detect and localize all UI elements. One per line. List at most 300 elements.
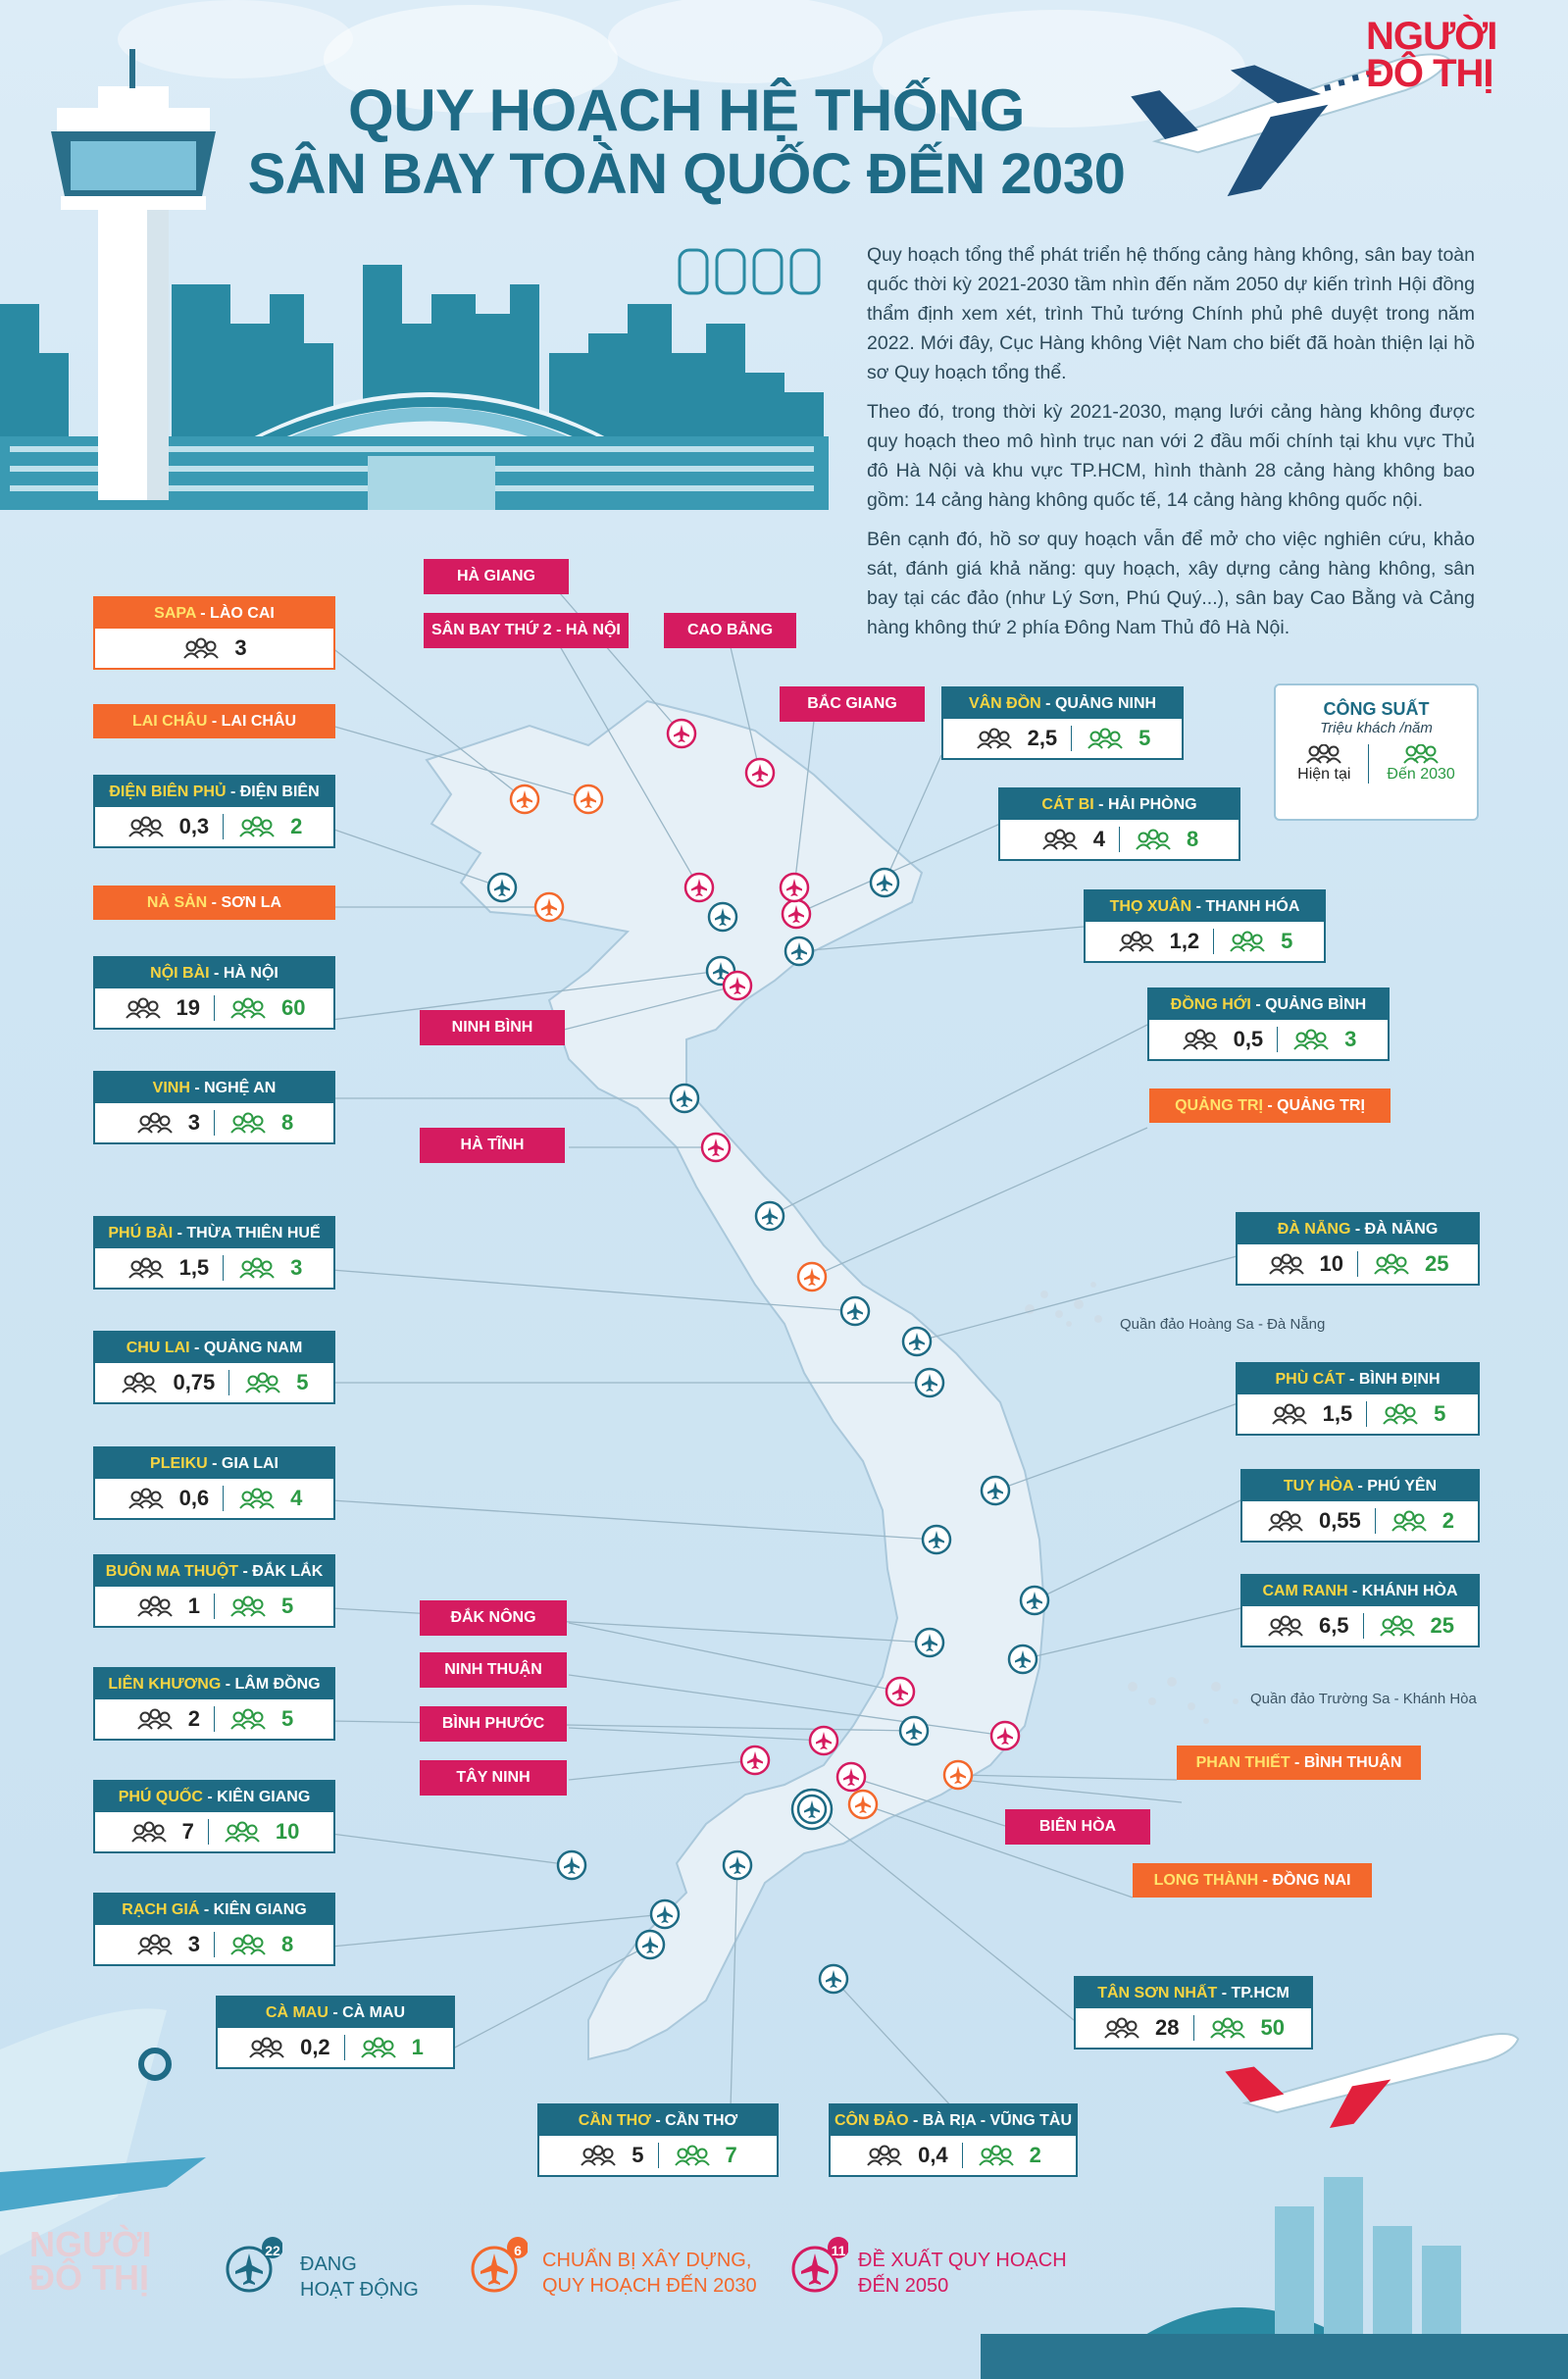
airport-box [93, 1554, 335, 1628]
airport-name: CẦN THƠ [578, 2112, 651, 2129]
airport-province: QUẢNG TRỊ [1277, 1097, 1365, 1114]
airport-header [95, 1782, 333, 1812]
people-icon [1372, 1253, 1411, 1275]
airport-box [1147, 987, 1390, 1061]
airport-marker-icon [781, 874, 808, 901]
airport-marker-icon [871, 869, 898, 896]
airport-box [216, 1996, 455, 2069]
airport-marker-icon [798, 1263, 826, 1291]
people-icon [1390, 1510, 1429, 1532]
airport-marker-icon [709, 903, 736, 931]
legend-planned-label1: CHUẨN BỊ XÂY DỰNG, [542, 2250, 752, 2271]
airport-capacity [95, 1363, 333, 1402]
people-icon [579, 2145, 618, 2166]
airport-box [93, 1331, 335, 1404]
airport-name: CHU LAI [126, 1340, 190, 1356]
airport-box [93, 1446, 335, 1520]
people-icon [181, 637, 221, 659]
airport-province-sep: - [195, 605, 211, 622]
airport-box [1177, 1746, 1421, 1780]
airport-header [1076, 1978, 1311, 2008]
proposed-airport-label: HÀ GIANG [424, 559, 569, 594]
people-icon [1117, 931, 1156, 952]
airport-capacity [1238, 1244, 1478, 1284]
capacity-current: 1,5 [178, 1255, 210, 1280]
capacity-current: 3 [187, 1110, 200, 1135]
footer-logo-line2: ĐÔ THỊ [29, 2257, 149, 2298]
airport-box [93, 596, 335, 670]
airport-box [93, 1071, 335, 1144]
capacity-current: 3 [234, 635, 247, 660]
proposed-airport-label: BẮC GIANG [780, 686, 925, 722]
proposed-airport-label: BIÊN HÒA [1005, 1809, 1150, 1845]
capacity-divider [1119, 827, 1120, 852]
airport-box [998, 787, 1240, 861]
airport-name: LIÊN KHƯƠNG [108, 1676, 222, 1693]
airport-province: ĐÀ NẴNG [1364, 1221, 1439, 1238]
capacity-future: 4 [290, 1486, 303, 1510]
capacity-divider [1357, 1251, 1358, 1277]
capacity-divider [962, 2143, 963, 2168]
airport-province: KIÊN GIANG [217, 1789, 311, 1805]
people-icon [237, 1257, 277, 1279]
capacity-current: 2 [187, 1706, 200, 1731]
airport-marker-icon [841, 1297, 869, 1325]
airport-header [539, 2105, 777, 2136]
island-label-truong-sa: Quần đảo Trường Sa - Khánh Hòa [1250, 1691, 1477, 1707]
title-line2: SÂN BAY TOÀN QUỐC ĐẾN 2030 [247, 142, 1126, 206]
people-icon [126, 1257, 166, 1279]
airport-header [95, 1218, 333, 1248]
capacity-divider [1363, 1613, 1364, 1639]
airport-marker-icon [575, 785, 602, 813]
airport-province-sep: - [1350, 1221, 1365, 1238]
airport-box [1240, 1574, 1480, 1647]
people-icon [1270, 1403, 1309, 1425]
airport-capacity [95, 1925, 333, 1964]
airport-province-sep: - [650, 2112, 666, 2129]
legend-proposed-label1: ĐỀ XUẤT QUY HOẠCH [858, 2250, 1067, 2271]
airport-province: LÀO CAI [210, 605, 275, 622]
people-icon [1291, 1029, 1331, 1050]
airport-capacity [831, 2136, 1076, 2175]
airport-marker-icon [798, 1796, 826, 1823]
capacity-divider [208, 1819, 209, 1845]
airport-province-sep: - [207, 894, 222, 911]
airport-province-sep: - [189, 1080, 205, 1096]
airport-marker-icon [558, 1851, 585, 1879]
airport-province-sep: - [226, 784, 240, 800]
airport-marker-icon [668, 720, 695, 747]
people-icon [1086, 728, 1125, 749]
airport-name: TÂN SƠN NHẤT [1097, 1985, 1218, 2001]
capacity-future-label: Đến 2030 [1387, 766, 1455, 783]
people-icon [120, 1372, 159, 1393]
airport-province: THỪA THIÊN HUẾ [186, 1225, 321, 1241]
airport-header [1238, 1214, 1478, 1244]
capacity-future: 10 [275, 1819, 300, 1844]
airport-marker-icon [1021, 1587, 1048, 1614]
people-icon [124, 997, 163, 1019]
capacity-future: 8 [281, 1110, 294, 1135]
airport-marker-icon [900, 1717, 928, 1745]
capacity-divider [223, 1486, 224, 1511]
capacity-future: 3 [290, 1255, 303, 1280]
airport-marker-icon [636, 1931, 664, 1958]
airport-name: PLEIKU [150, 1455, 208, 1472]
people-icon [126, 1488, 166, 1509]
airport-capacity [218, 2028, 453, 2067]
airport-province-sep: - [238, 1563, 253, 1580]
people-icon [1208, 2017, 1247, 2039]
capacity-divider [214, 1110, 215, 1136]
airport-marker-icon [1009, 1645, 1037, 1673]
capacity-future: 8 [281, 1932, 294, 1956]
airport-province: PHÚ YÊN [1367, 1478, 1438, 1494]
airport-header [95, 1556, 333, 1587]
capacity-future: 5 [281, 1706, 294, 1731]
capacity-current: 10 [1319, 1251, 1343, 1276]
airport-capacity [95, 1479, 333, 1518]
airport-province-sep: - [1093, 796, 1108, 813]
people-icon [243, 1372, 282, 1393]
legend-operating-label1: ĐANG [300, 2253, 357, 2275]
airport-name: PHÙ CÁT [1275, 1371, 1345, 1388]
airport-name: PHÚ QUỐC [118, 1789, 203, 1805]
airport-province-sep: - [1290, 1754, 1304, 1771]
airport-marker-icon [837, 1763, 865, 1791]
airport-capacity [95, 1248, 333, 1288]
people-icon [228, 1595, 268, 1617]
people-icon [1378, 1615, 1417, 1637]
proposed-airport-label: HÀ TĨNH [420, 1128, 565, 1163]
airport-province-sep: - [1250, 996, 1266, 1013]
airport-province-sep: - [207, 1455, 222, 1472]
people-icon [977, 2145, 1016, 2166]
intro-paragraph: Quy hoạch tổng thể phát triển hệ thống cảng hàng không, sân bay toàn quốc thời kỳ 2021-2030 tầm nhìn đến năm 2050 dự kiến trình Hội đồng thẩm định xem xét, trình Thủ tướng Chính phủ phê duyệt trong năm 2022. Mới đây, Cục Hàng không Việt Nam cho biết đã hoàn thiện lại hồ sơ Quy hoạch tổng thể. [867, 244, 1475, 383]
airport-province-sep: - [189, 1340, 204, 1356]
capacity-divider [214, 1932, 215, 1957]
airport-province: GIA LAI [221, 1455, 278, 1472]
airport-name: VÂN ĐỒN [968, 695, 1041, 712]
people-icon [1181, 1029, 1220, 1050]
airport-name: TUY HÒA [1283, 1478, 1354, 1494]
airport-capacity [1086, 922, 1324, 961]
capacity-future: 5 [281, 1594, 294, 1618]
airport-name: CÁT BI [1041, 796, 1094, 813]
airport-header [943, 688, 1182, 719]
capacity-current: 5 [632, 2143, 644, 2167]
capacity-future: 5 [1281, 929, 1293, 953]
airport-capacity [95, 988, 333, 1028]
capacity-divider [1071, 726, 1072, 751]
airport-header [95, 777, 333, 807]
capacity-future: 3 [1344, 1027, 1357, 1051]
airport-province: BÌNH THUẬN [1303, 1754, 1402, 1771]
people-icon [237, 1488, 277, 1509]
airport-capacity [539, 2136, 777, 2175]
legend-planned-label2: QUY HOẠCH ĐẾN 2030 [542, 2275, 757, 2297]
capacity-current: 0,75 [173, 1370, 216, 1394]
airport-province: QUẢNG NAM [203, 1340, 303, 1356]
airport-name: LONG THÀNH [1153, 1872, 1259, 1889]
airport-province: LAI CHÂU [221, 713, 297, 730]
airport-name: BUÔN MA THUỘT [105, 1563, 239, 1580]
airport-marker-icon [886, 1678, 914, 1705]
capacity-divider [1213, 929, 1214, 954]
capacity-current: 0,6 [178, 1486, 210, 1510]
airport-header [1000, 789, 1239, 820]
legend-planned-count: 6 [514, 2243, 522, 2258]
capacity-current: 6,5 [1318, 1613, 1349, 1638]
airport-province-sep: - [1191, 898, 1206, 915]
airport-province: NGHỆ AN [204, 1080, 277, 1096]
capacity-current: 0,3 [178, 814, 210, 838]
capacity-current: 1,5 [1322, 1401, 1353, 1426]
capacity-legend [1274, 683, 1479, 821]
airport-box [537, 2103, 779, 2177]
airport-box [1149, 1088, 1391, 1123]
airport-capacity [95, 1587, 333, 1626]
airport-marker-icon [651, 1900, 679, 1928]
airport-capacity [95, 1103, 333, 1142]
intro-paragraph: Bên cạnh đó, hồ sơ quy hoạch vẫn để mở cho việc nghiên cứu, khảo sát, đánh giá khả năng: quy hoạch, xây dựng cảng hàng không, sân bay tại các đảo (như Lý Sơn, Phú Quý...), sân bay Cao Bằng và Cảng hàng không thứ 2 phía Đông Nam Thủ đô Hà Nội. [867, 529, 1475, 638]
airport-capacity [95, 1812, 333, 1851]
airport-province: BÀ RỊA - VŨNG TÀU [922, 2112, 1073, 2129]
brand-logo [1366, 15, 1523, 95]
proposed-airport-label: ĐẮK NÔNG [420, 1600, 567, 1636]
capacity-current: 7 [181, 1819, 194, 1844]
proposed-airport-label: SÂN BAY THỨ 2 - HÀ NỘI [424, 613, 629, 648]
people-icon [1102, 2017, 1141, 2039]
airport-province: SƠN LA [221, 894, 282, 911]
airport-capacity [95, 807, 333, 846]
airport-marker-icon [916, 1629, 943, 1656]
airport-capacity [1238, 1394, 1478, 1434]
airport-name: LAI CHÂU [131, 713, 208, 730]
intro-text [867, 240, 1475, 652]
airport-province: THANH HÓA [1205, 898, 1300, 915]
airport-province-sep: - [1347, 1583, 1362, 1599]
people-icon [135, 1595, 175, 1617]
capacity-current: 4 [1092, 827, 1105, 851]
airport-capacity [1000, 820, 1239, 859]
airport-marker-icon [923, 1526, 950, 1553]
people-icon [237, 816, 277, 837]
airport-box [1236, 1362, 1480, 1436]
capacity-current: 19 [176, 995, 200, 1020]
capacity-divider [1375, 1508, 1376, 1534]
airport-province: CẦN THƠ [665, 2112, 738, 2129]
airport-name: NỘI BÀI [150, 965, 210, 982]
airport-name: CÀ MAU [265, 2004, 329, 2021]
people-icon [135, 1112, 175, 1134]
people-icon [126, 816, 166, 837]
airport-name: NÀ SẢN [146, 894, 208, 911]
airport-header [95, 1333, 333, 1363]
airport-province-sep: - [1040, 695, 1055, 712]
airport-province: ĐẮK LẮK [252, 1563, 324, 1580]
airport-name: PHAN THIẾT [1195, 1754, 1290, 1771]
airport-province-sep: - [1353, 1478, 1368, 1494]
capacity-current: 0,2 [300, 2035, 330, 2059]
airport-province: TP.HCM [1231, 1985, 1290, 2001]
capacity-future: 60 [281, 995, 306, 1020]
airport-name: ĐỒNG HỚI [1170, 996, 1251, 1013]
page-title [235, 78, 1138, 206]
airport-header [1086, 891, 1324, 922]
airport-header [95, 706, 333, 736]
airport-box [93, 886, 335, 920]
people-icon [1401, 744, 1441, 766]
airport-marker-icon [724, 1851, 751, 1879]
capacity-divider [1193, 2015, 1194, 2041]
capacity-divider [223, 814, 224, 839]
airport-box [93, 1667, 335, 1741]
airport-marker-icon [741, 1746, 769, 1774]
airport-box [93, 1893, 335, 1966]
airport-marker-icon [746, 759, 774, 786]
capacity-future: 5 [296, 1370, 309, 1394]
airport-name: VINH [152, 1080, 190, 1096]
airport-province: KHÁNH HÒA [1361, 1583, 1458, 1599]
airport-capacity [943, 719, 1182, 758]
airport-marker-icon [671, 1085, 698, 1112]
capacity-divider [214, 1594, 215, 1619]
capacity-current: 0,4 [918, 2143, 948, 2167]
airport-header [1135, 1865, 1370, 1896]
airport-name: CAM RANH [1262, 1583, 1348, 1599]
airport-name: CÔN ĐẢO [834, 2112, 909, 2129]
airport-capacity [95, 629, 333, 668]
airport-capacity [1149, 1020, 1388, 1059]
airport-marker-icon [903, 1328, 931, 1355]
airport-name: ĐIỆN BIÊN PHỦ [109, 784, 227, 800]
proposed-airport-label: BÌNH PHƯỚC [420, 1706, 567, 1742]
people-icon [228, 1708, 268, 1730]
airport-header [1149, 989, 1388, 1020]
legend-proposed-count: 11 [831, 2243, 846, 2258]
proposed-airport-label: NINH THUẬN [420, 1652, 567, 1688]
airport-marker-icon [535, 893, 563, 921]
capacity-divider [214, 995, 215, 1021]
airport-header [95, 598, 333, 629]
capacity-future: 2 [290, 814, 303, 838]
people-icon [359, 2037, 398, 2058]
island-label-hoang-sa: Quần đảo Hoàng Sa - Đà Nẵng [1120, 1316, 1326, 1333]
capacity-future: 25 [1430, 1613, 1455, 1638]
airport-header [95, 887, 333, 918]
title-line1: QUY HOẠCH HỆ THỐNG [348, 77, 1025, 143]
airport-capacity [1076, 2008, 1311, 2048]
airport-capacity [1242, 1501, 1478, 1541]
capacity-divider [658, 2143, 659, 2168]
airport-header [1242, 1576, 1478, 1606]
airport-province: KIÊN GIANG [213, 1901, 307, 1918]
airport-name: ĐÀ NẴNG [1277, 1221, 1351, 1238]
airport-province: BÌNH ĐỊNH [1358, 1371, 1441, 1388]
capacity-current: 28 [1155, 2015, 1180, 2040]
people-icon [975, 728, 1014, 749]
airport-box [941, 686, 1184, 760]
airport-name: RẠCH GIÁ [122, 1901, 200, 1918]
airport-name: QUẢNG TRỊ [1175, 1097, 1263, 1114]
people-icon [247, 2037, 286, 2058]
airport-box [1240, 1469, 1480, 1543]
proposed-airport-label: NINH BÌNH [420, 1010, 565, 1045]
airport-header [95, 1448, 333, 1479]
capacity-future: 7 [725, 2143, 737, 2167]
airport-province-sep: - [908, 2112, 923, 2129]
airport-marker-icon [849, 1791, 877, 1818]
capacity-future: 5 [1434, 1401, 1446, 1426]
airport-header [1179, 1747, 1419, 1778]
footer-logo-line1: NGƯỜI [29, 2224, 152, 2264]
airport-province-sep: - [209, 965, 224, 982]
airport-marker-icon [820, 1965, 847, 1993]
airport-marker-icon [783, 900, 810, 928]
airport-box [1084, 889, 1326, 963]
people-icon [228, 997, 268, 1019]
capacity-future: 25 [1425, 1251, 1449, 1276]
airport-province: LÂM ĐỒNG [234, 1676, 321, 1693]
capacity-current-label: Hiện tại [1297, 766, 1351, 783]
people-icon [223, 1821, 262, 1843]
people-icon [1040, 829, 1080, 850]
airport-province: HÀ NỘI [223, 965, 278, 982]
airport-province-sep: - [199, 1901, 214, 1918]
airport-header [95, 958, 333, 988]
airport-marker-icon [982, 1477, 1009, 1504]
airport-province-sep: - [207, 713, 222, 730]
logo-line2: ĐÔ THỊ [1366, 52, 1493, 95]
airport-name: THỌ XUÂN [1109, 898, 1192, 915]
airport-box [1074, 1976, 1313, 2050]
people-icon [1228, 931, 1267, 952]
capacity-future: 5 [1138, 726, 1151, 750]
capacity-future: 8 [1187, 827, 1199, 851]
airport-name: SAPA [154, 605, 196, 622]
capacity-current: 2,5 [1027, 726, 1058, 750]
people-icon [1134, 829, 1173, 850]
airport-box [1236, 1212, 1480, 1286]
airport-marker-icon [702, 1134, 730, 1161]
logo-line1: NGƯỜI [1366, 15, 1497, 58]
airport-header [1238, 1364, 1478, 1394]
airport-capacity [1242, 1606, 1478, 1645]
airport-header [1151, 1090, 1389, 1121]
airport-marker-icon [810, 1727, 837, 1754]
airport-province: CÀ MAU [342, 2004, 406, 2021]
proposed-airport-label: TÂY NINH [420, 1760, 567, 1796]
capacity-divider [344, 2035, 345, 2060]
airport-marker-icon [511, 785, 538, 813]
airport-marker-icon [685, 874, 713, 901]
capacity-future: 2 [1029, 2143, 1041, 2167]
legend-operating-label2: HOẠT ĐỘNG [300, 2279, 419, 2301]
capacity-current: 0,55 [1318, 1508, 1361, 1533]
airport-box [93, 775, 335, 848]
capacity-future: 2 [1442, 1508, 1455, 1533]
airport-province: HẢI PHÒNG [1107, 796, 1197, 813]
airport-box [1133, 1863, 1372, 1898]
airport-province-sep: - [173, 1225, 187, 1241]
capacity-current: 1,2 [1169, 929, 1200, 953]
people-icon [135, 1934, 175, 1955]
people-icon [1304, 744, 1343, 766]
people-icon [135, 1708, 175, 1730]
airport-header [1242, 1471, 1478, 1501]
